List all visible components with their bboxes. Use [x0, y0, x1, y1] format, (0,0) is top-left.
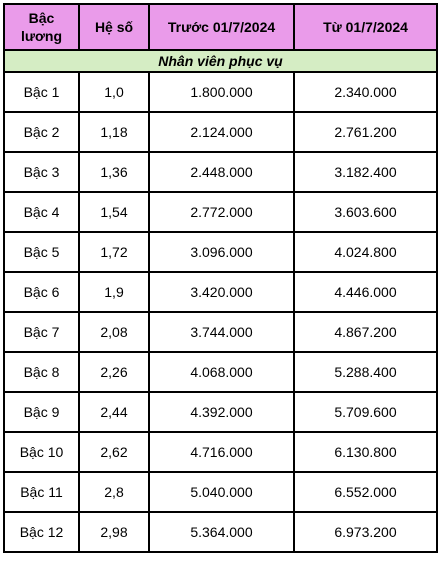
bac-cell: Bậc 6 [4, 272, 79, 312]
table-row [4, 352, 437, 392]
header-he-so: Hệ số [79, 4, 149, 50]
he-so-cell: 2,26 [79, 352, 149, 392]
table-row [4, 232, 437, 272]
he-so-cell: 2,98 [79, 512, 149, 552]
tu-cell: 6.973.200 [294, 512, 437, 552]
he-so-cell: 1,18 [79, 112, 149, 152]
header-bac-luong: Bậc lương [4, 4, 79, 50]
truoc-cell: 4.068.000 [149, 352, 294, 392]
table-row [4, 472, 437, 512]
truoc-cell: 4.716.000 [149, 432, 294, 472]
bac-cell: Bậc 8 [4, 352, 79, 392]
truoc-cell: 3.096.000 [149, 232, 294, 272]
tu-cell: 5.288.400 [294, 352, 437, 392]
section-label: Nhân viên phục vụ [4, 50, 437, 72]
bac-cell: Bậc 12 [4, 512, 79, 552]
bac-cell: Bậc 2 [4, 112, 79, 152]
tu-cell: 3.182.400 [294, 152, 437, 192]
tu-cell: 4.867.200 [294, 312, 437, 352]
he-so-cell: 1,0 [79, 72, 149, 112]
he-so-cell: 1,9 [79, 272, 149, 312]
he-so-cell: 1,36 [79, 152, 149, 192]
table-row [4, 192, 437, 232]
table-row [4, 312, 437, 352]
he-so-cell: 2,08 [79, 312, 149, 352]
he-so-cell: 2,62 [79, 432, 149, 472]
table-row [4, 392, 437, 432]
tu-cell: 6.552.000 [294, 472, 437, 512]
truoc-cell: 5.040.000 [149, 472, 294, 512]
truoc-cell: 5.364.000 [149, 512, 294, 552]
bac-cell: Bậc 5 [4, 232, 79, 272]
bac-cell: Bậc 10 [4, 432, 79, 472]
tu-cell: 2.761.200 [294, 112, 437, 152]
truoc-cell: 3.744.000 [149, 312, 294, 352]
table-row [4, 432, 437, 472]
tu-cell: 6.130.800 [294, 432, 437, 472]
he-so-cell: 2,8 [79, 472, 149, 512]
tu-cell: 4.446.000 [294, 272, 437, 312]
tu-cell: 5.709.600 [294, 392, 437, 432]
he-so-cell: 1,54 [79, 192, 149, 232]
truoc-cell: 1.800.000 [149, 72, 294, 112]
table-row [4, 72, 437, 112]
he-so-cell: 1,72 [79, 232, 149, 272]
table-row [4, 512, 437, 552]
header-truoc: Trước 01/7/2024 [149, 4, 294, 50]
bac-cell: Bậc 1 [4, 72, 79, 112]
table-row [4, 152, 437, 192]
bac-cell: Bậc 4 [4, 192, 79, 232]
truoc-cell: 2.448.000 [149, 152, 294, 192]
tu-cell: 3.603.600 [294, 192, 437, 232]
header-row [4, 4, 437, 50]
truoc-cell: 2.772.000 [149, 192, 294, 232]
salary-table [3, 3, 438, 553]
tu-cell: 4.024.800 [294, 232, 437, 272]
section-row [4, 50, 437, 72]
table-row [4, 112, 437, 152]
truoc-cell: 4.392.000 [149, 392, 294, 432]
he-so-cell: 2,44 [79, 392, 149, 432]
truoc-cell: 2.124.000 [149, 112, 294, 152]
bac-cell: Bậc 7 [4, 312, 79, 352]
bac-cell: Bậc 9 [4, 392, 79, 432]
bac-cell: Bậc 3 [4, 152, 79, 192]
truoc-cell: 3.420.000 [149, 272, 294, 312]
tu-cell: 2.340.000 [294, 72, 437, 112]
table-row [4, 272, 437, 312]
header-tu: Từ 01/7/2024 [294, 4, 437, 50]
bac-cell: Bậc 11 [4, 472, 79, 512]
